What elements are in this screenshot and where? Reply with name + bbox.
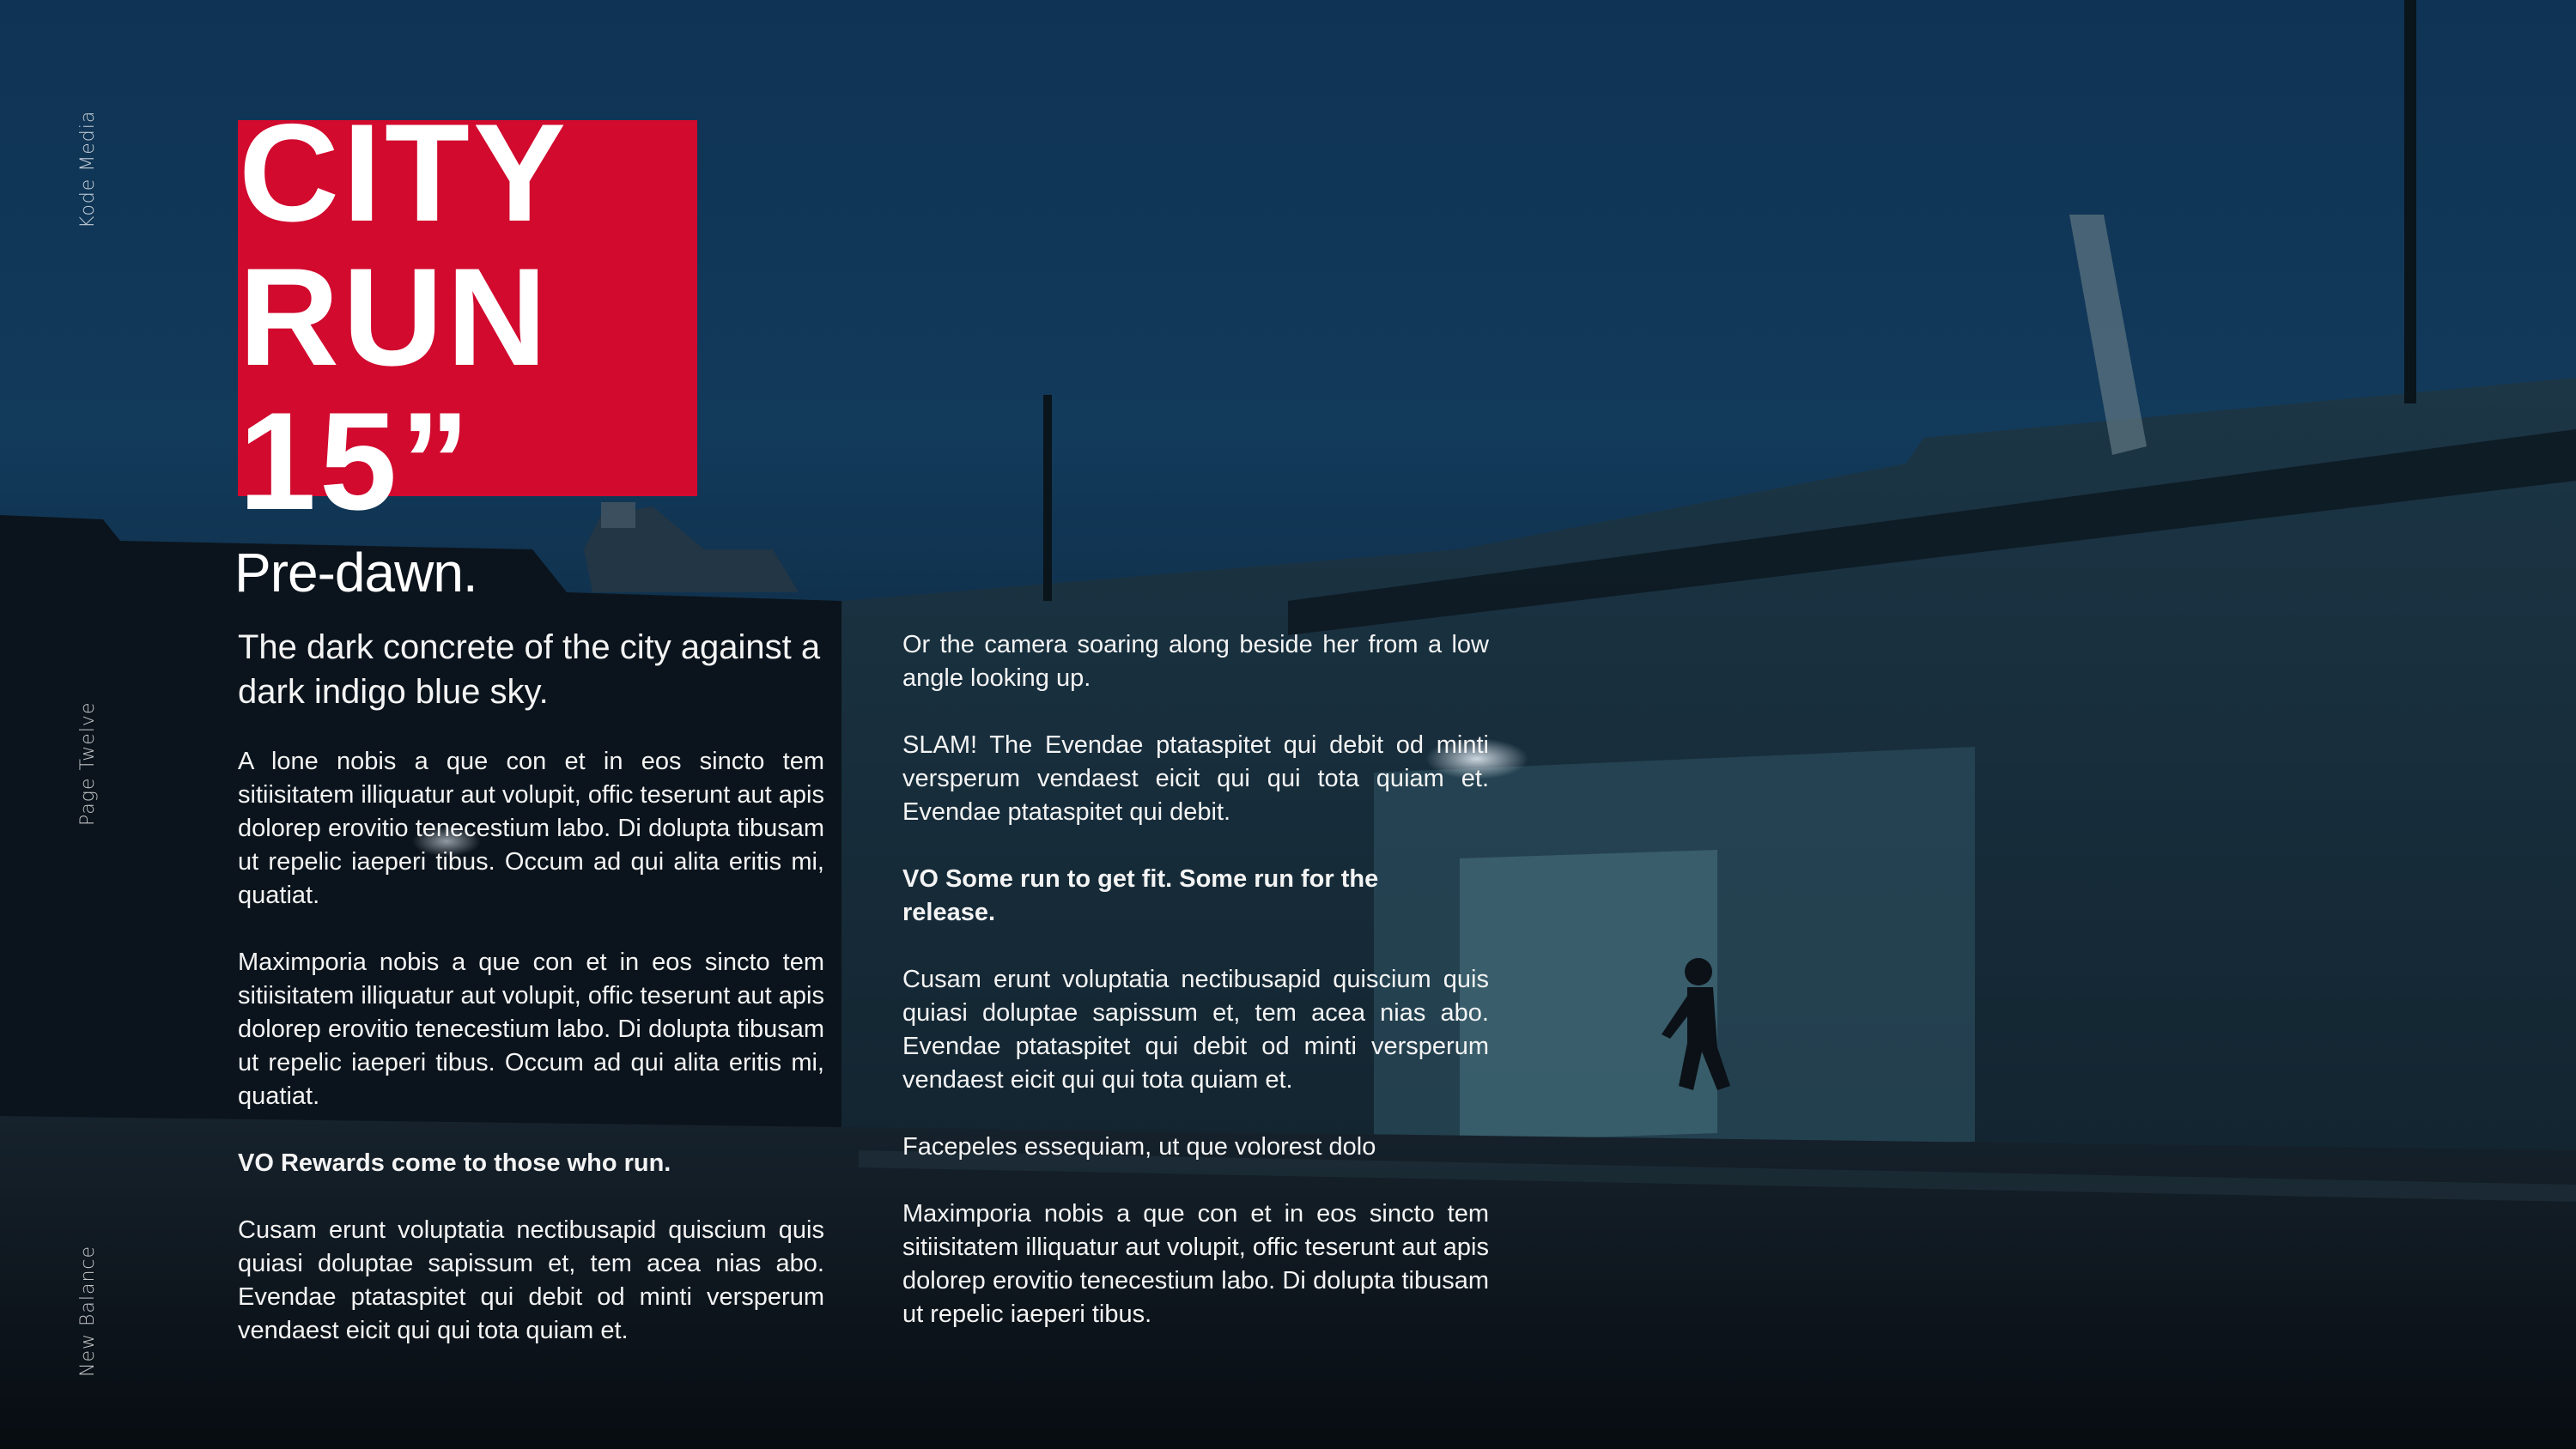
paragraph: Maximporia nobis a que con et in eos sincto tem sitiisitatem illiquatur aut volupit, offic teserunt aut apis dolorep erovitio tenecestium labo. Di dolupta tibusam ut repelic iaeperi tibus. Occum ad qui alita eritis mi, quatiat. [238,949,824,1110]
paragraph: SLAM! The Evendae ptataspitet qui debit od minti versperum vendaest eicit qui qui tota quiam et. Evendae ptataspitet qui debit. [902,731,1489,826]
voiceover-line: VO Rewards come to those who run. [238,1149,671,1177]
paragraph: Or the camera soaring along beside her from a low angle looking up. [902,631,1489,692]
title-line-2: RUN [239,239,550,395]
paragraph: A lone nobis a que con et in eos sincto tem sitiisitatem illiquatur aut volupit, offic teserunt aut apis dolorep erovitio tenecestium labo. Di dolupta tibusam ut repelic iaeperi tibus. Occum ad qui alita eritis mi, quatiat. [238,748,824,909]
paragraph: Cusam erunt voluptatia nectibusapid quiscium quis quiasi doluptae sapissum et, tem acea nias abo. Evendae ptataspitet qui debit od minti versperum vendaest eicit qui qui tota quiam et. [238,1216,824,1344]
paragraph: Maximporia nobis a que con et in eos sincto tem sitiisitatem illiquatur aut volupit, offic teserunt aut apis dolorep erovitio tenecestium labo. Di dolupta tibusam ut repelic iaeperi tibus. [902,1200,1489,1328]
voiceover-line: VO Some run to get fit. Some run for the release. [902,865,1379,926]
left-column [238,625,824,1381]
title-line-3: 15” [239,384,474,539]
title-line-1: CITY [239,95,570,251]
right-column [902,628,1489,1365]
lead-paragraph: The dark concrete of the city against a dark indigo blue sky. [238,628,821,711]
paragraph: Cusam erunt voluptatia nectibusapid quiscium quis quiasi doluptae sapissum et, tem acea nias abo. Evendae ptataspitet qui debit od minti versperum vendaest eicit qui qui tota quiam et. [902,966,1489,1094]
subtitle: Pre-dawn. [234,542,477,603]
page-title [239,95,570,539]
paragraph: Facepeles essequiam, ut que volorest dolo [902,1133,1376,1161]
